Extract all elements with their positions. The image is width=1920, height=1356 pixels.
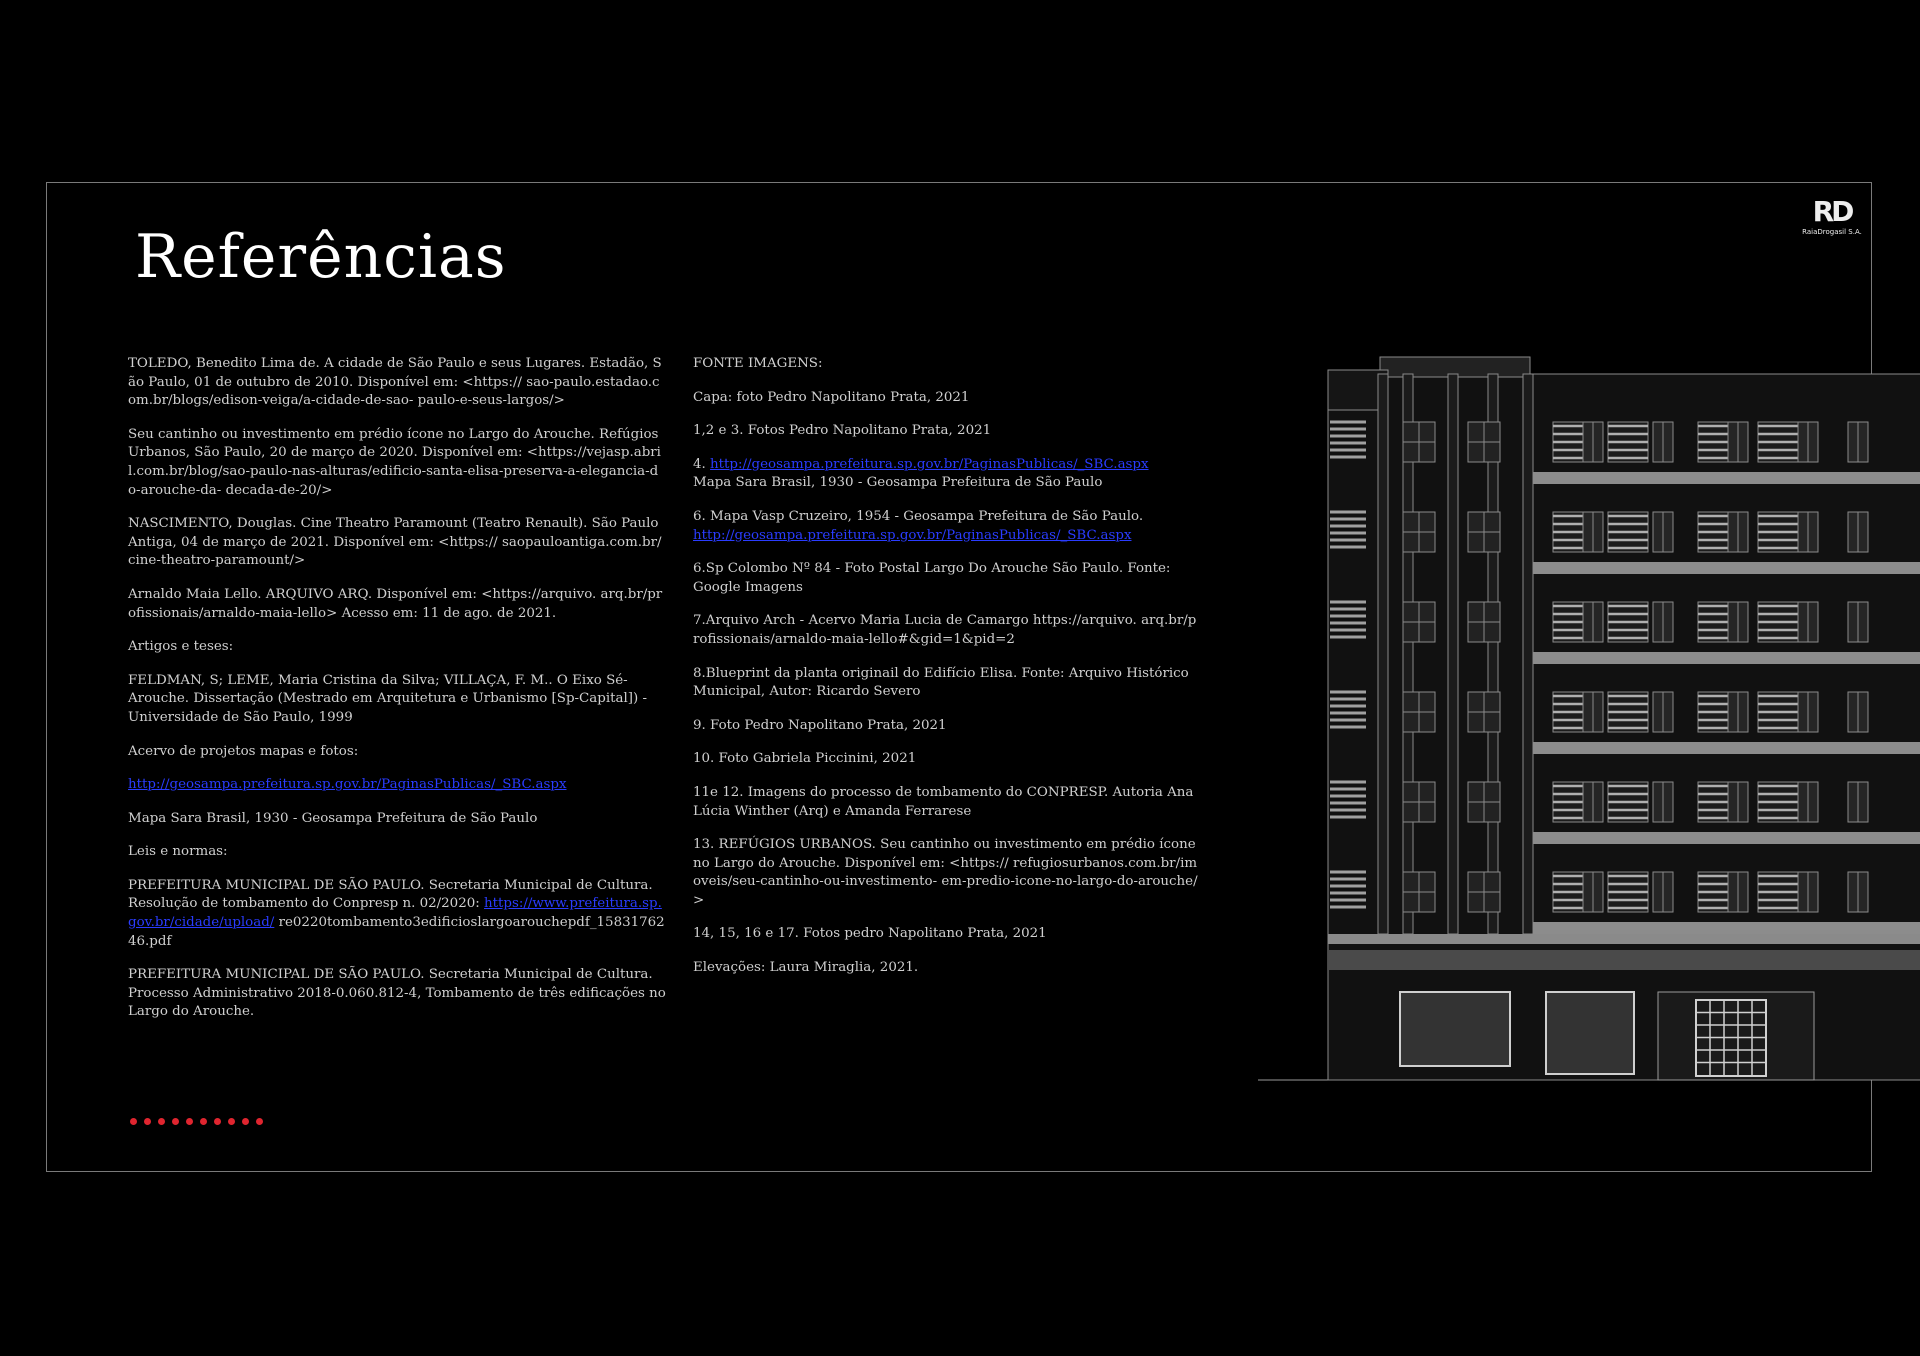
- source-cover: Capa: foto Pedro Napolitano Prata, 2021: [693, 389, 970, 405]
- page-title: Referências: [135, 222, 507, 292]
- accent-dot: [256, 1118, 263, 1125]
- balcony-slab: [1533, 652, 1920, 664]
- drawing-line: [1448, 374, 1458, 934]
- accent-dot: [228, 1118, 235, 1125]
- reference-sara-brasil: Mapa Sara Brasil, 1930 - Geosampa Prefeitura de São Paulo: [128, 810, 538, 826]
- image-sources-column: [693, 355, 1201, 993]
- shop-window: [1400, 992, 1510, 1066]
- source-4: [693, 456, 1201, 493]
- link-geosampa-6[interactable]: http://geosampa.prefeitura.sp.gov.br/PaginasPublicas/_SBC.aspx: [693, 527, 1132, 543]
- balcony-slab: [1533, 562, 1920, 574]
- ground-floor-band: [1328, 950, 1920, 970]
- source-14-17: 14, 15, 16 e 17. Fotos pedro Napolitano Prata, 2021: [693, 926, 1047, 942]
- entrance-door: [1658, 992, 1814, 1080]
- heading-articles: Artigos e teses:: [128, 639, 234, 655]
- logo-mark: RD: [1812, 195, 1852, 228]
- accent-dot: [144, 1118, 151, 1125]
- reference-prefeitura-resolucao: [128, 877, 666, 951]
- source-11-12: 11e 12. Imagens do processo de tombamento do CONPRESP. Autoria Ana Lúcia Winther (Arq) e Amanda Ferrarese: [693, 784, 1194, 819]
- source-6-text: 6. Mapa Vasp Cruzeiro, 1954 - Geosampa Prefeitura de São Paulo.: [693, 508, 1144, 524]
- source-10: 10. Foto Gabriela Piccinini, 2021: [693, 751, 917, 767]
- references-left-column: [128, 355, 666, 1037]
- reference-refugios: Seu cantinho ou investimento em prédio ícone no Largo do Arouche. Refúgios Urbanos, São Paulo, 20 de março de 2020. Disponível em: <https://vejasp.abril.com.br/blog/sao-paulo-nas-alturas/edificio-santa-elisa-preserva-a-elegancia-do-arouche-da- decada-de-20/>: [128, 426, 661, 498]
- source-elevations: Elevações: Laura Miraglia, 2021.: [693, 960, 919, 976]
- logo-caption: RaiaDrogasil S.A.: [1802, 228, 1862, 236]
- source-9: 9. Foto Pedro Napolitano Prata, 2021: [693, 717, 947, 733]
- accent-dot: [130, 1118, 137, 1125]
- balcony-slab: [1533, 742, 1920, 754]
- reference-prefeitura-processo: PREFEITURA MUNICIPAL DE SÃO PAULO. Secretaria Municipal de Cultura. Processo Administrativo 2018-0.060.812-4, Tombamento de três edificações no Largo do Arouche.: [128, 967, 666, 1020]
- source-photos-1-3: 1,2 e 3. Fotos Pedro Napolitano Prata, 2021: [693, 423, 992, 439]
- accent-dot: [186, 1118, 193, 1125]
- link-geosampa-4[interactable]: http://geosampa.prefeitura.sp.gov.br/PaginasPublicas/_SBC.aspx: [710, 456, 1149, 472]
- drawing-line: [1378, 374, 1388, 934]
- accent-dot: [200, 1118, 207, 1125]
- heading-laws: Leis e normas:: [128, 844, 228, 860]
- source-8: 8.Blueprint da planta originail do Edifício Elisa. Fonte: Arquivo Histórico Municipal, Autor: Ricardo Severo: [693, 665, 1189, 700]
- accent-dot: [158, 1118, 165, 1125]
- reference-toledo: TOLEDO, Benedito Lima de. A cidade de São Paulo e seus Lugares. Estadão, São Paulo, 01 de outubro de 2010. Disponível em: <https:// sao-paulo.estadao.com.br/blogs/edison-veiga/a-cidade-de-sao- paulo-e-seus-largos/>: [128, 356, 662, 409]
- heading-image-sources: FONTE IMAGENS:: [693, 356, 823, 371]
- company-logo: [1802, 197, 1862, 243]
- shop-window: [1546, 992, 1634, 1074]
- accent-dot: [172, 1118, 179, 1125]
- source-13: 13. REFÚGIOS URBANOS. Seu cantinho ou investimento em prédio ícone no Largo do Arouche. Disponível em: <https:// refugiosurbanos.com.br/imoveis/seu-cantinho-ou-investimento- em-predio-icone-no-largo-do-arouche/>: [693, 837, 1198, 908]
- link-geosampa[interactable]: http://geosampa.prefeitura.sp.gov.br/PaginasPublicas/_SBC.aspx: [128, 777, 567, 793]
- balcony-slab: [1533, 832, 1920, 844]
- balcony-slab: [1533, 472, 1920, 484]
- reference-prefeitura-file: re0220tombamento3edificioslargoarouchepdf_1583176246.pdf: [128, 915, 665, 949]
- cornice-band: [1328, 934, 1920, 944]
- drawing-line: [1523, 374, 1533, 934]
- reference-feldman: FELDMAN, S; LEME, Maria Cristina da Silva; VILLAÇA, F. M.. O Eixo Sé-Arouche. Dissertação (Mestrado em Arquitetura e Urbanismo [Sp-Capital]) - Universidade de São Paulo, 1999: [128, 672, 648, 725]
- source-7: 7.Arquivo Arch - Acervo Maria Lucia de Camargo https://arquivo. arq.br/profissionais/arnaldo-maia-lello#&gid=1&pid=2: [693, 613, 1197, 647]
- reference-prefeitura-text: PREFEITURA MUNICIPAL DE SÃO PAULO. Secretaria Municipal de Cultura. Resolução de tombamento do Conpresp n. 02/2020:: [128, 877, 653, 912]
- building-elevation-drawing: [1258, 352, 1920, 1082]
- source-6: [693, 508, 1201, 545]
- reference-nascimento: NASCIMENTO, Douglas. Cine Theatro Paramount (Teatro Renault). São Paulo Antiga, 04 de março de 2021. Disponível em: <https:// saopauloantiga.com.br/cine-theatro-paramount/>: [128, 516, 662, 569]
- decorative-dots: [130, 1118, 263, 1125]
- link-prefeitura-upload[interactable]: https://www.prefeitura.sp.gov.br/cidade/upload/: [128, 896, 662, 931]
- accent-dot: [242, 1118, 249, 1125]
- source-4-text: Mapa Sara Brasil, 1930 - Geosampa Prefeitura de São Paulo: [693, 475, 1103, 491]
- balcony-slab: [1533, 922, 1920, 934]
- accent-dot: [214, 1118, 221, 1125]
- source-4-number: 4.: [693, 456, 706, 472]
- source-6-colombo: 6.Sp Colombo Nº 84 - Foto Postal Largo Do Arouche São Paulo. Fonte: Google Imagens: [693, 561, 1171, 595]
- reference-lello: Arnaldo Maia Lello. ARQUIVO ARQ. Disponível em: <https://arquivo. arq.br/profissionais/arnaldo-maia-lello> Acesso em: 11 de ago. de 2021.: [128, 586, 663, 621]
- heading-collection: Acervo de projetos mapas e fotos:: [128, 743, 359, 759]
